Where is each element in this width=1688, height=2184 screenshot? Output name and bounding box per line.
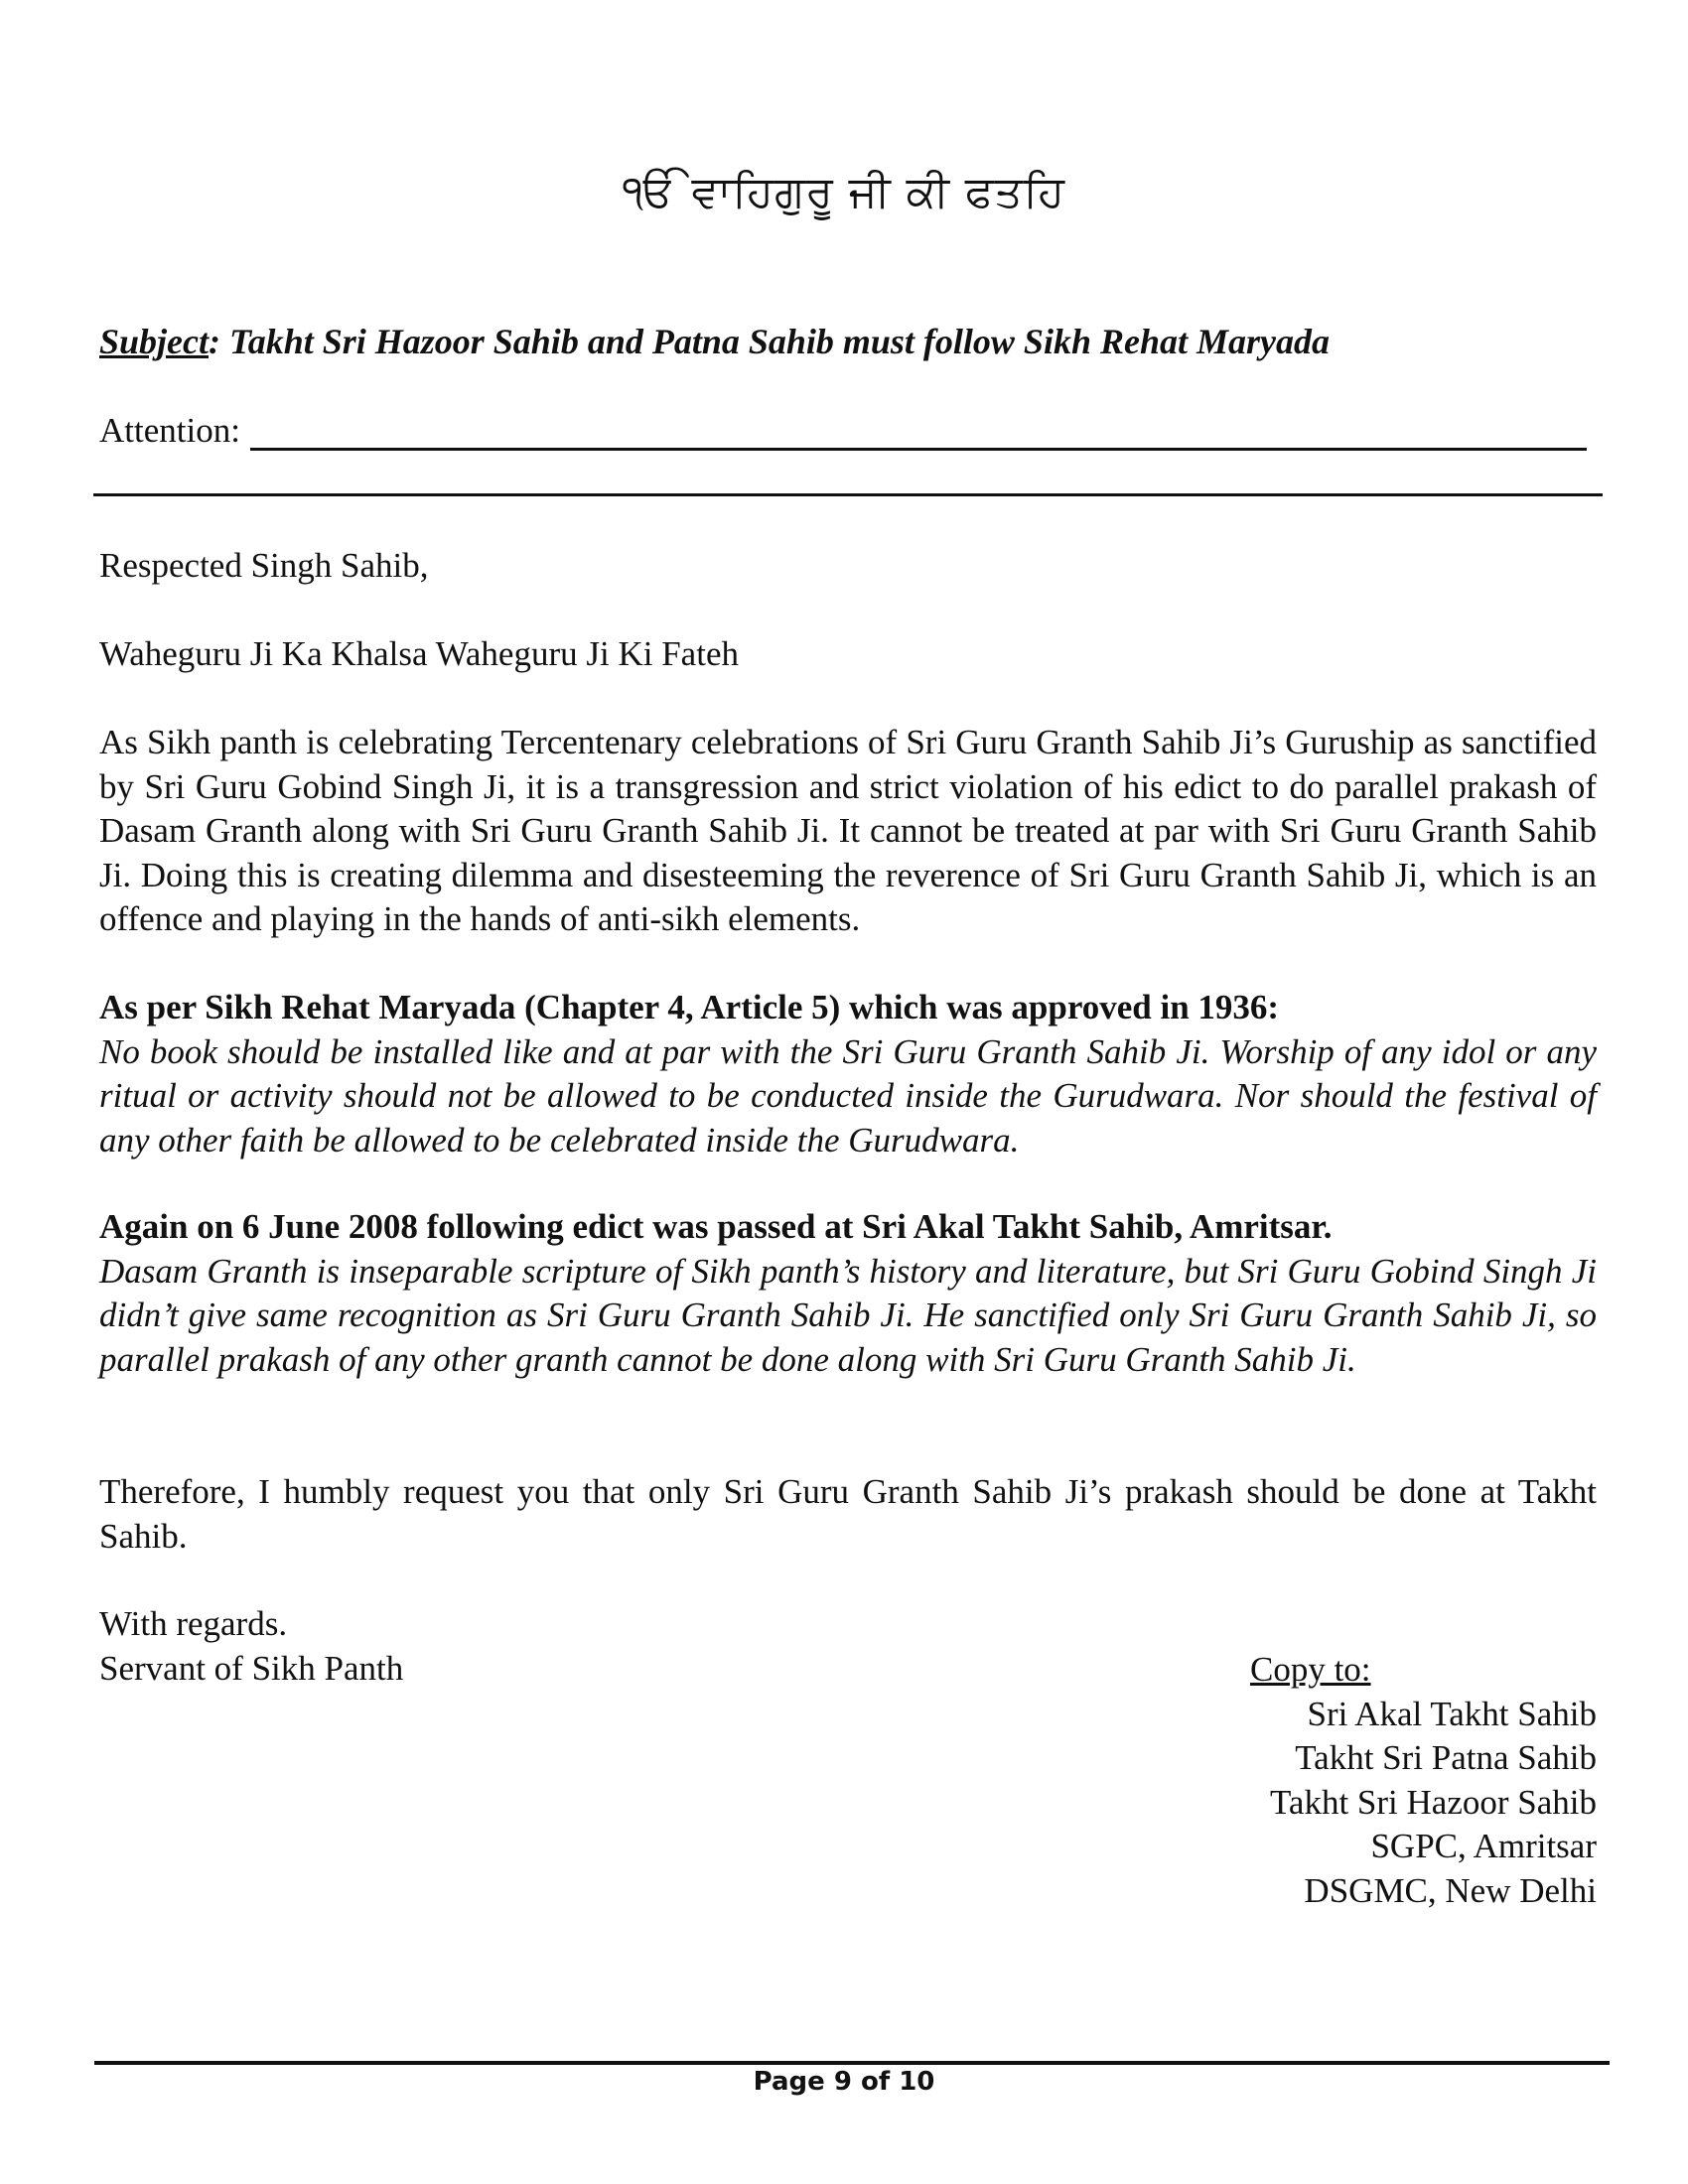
closing-signature: Servant of Sikh Panth [99, 1648, 404, 1688]
edict-quote: Dasam Granth is inseparable scripture of Sikh panth’s history and literature, but Sri Guru Gobind Singh Ji didn’t give same recognition as Sri Guru Granth Sahib Ji. He sanctified only Sri Guru Granth Sahib Ji, so parallel prakash of any other granth cannot be done along with Sri Guru Granth Sahib Ji. [99, 1251, 1597, 1379]
closing-regards: With regards. [99, 1604, 288, 1643]
footer-divider [94, 2061, 1610, 2065]
copy-to-label: Copy to: [1249, 1650, 1371, 1689]
edict-heading: Again on 6 June 2008 following edict was passed at Sri Akal Takht Sahib, Amritsar. [99, 1207, 1333, 1246]
copy-to-block [1249, 1648, 1597, 1913]
copy-recipient: Sri Akal Takht Sahib [1307, 1694, 1597, 1733]
copy-recipient: Takht Sri Patna Sahib [1295, 1738, 1597, 1777]
edict-section [99, 1205, 1597, 1382]
subject-line [99, 321, 1597, 362]
copy-recipient: SGPC, Amritsar [1370, 1827, 1597, 1865]
subject-label: Subject [99, 322, 210, 361]
maryada-heading: As per Sikh Rehat Maryada (Chapter 4, Article 5) which was approved in 1936: [99, 988, 1280, 1026]
copy-recipient: DSGMC, New Delhi [1304, 1870, 1597, 1910]
invocation-heading: ੴ ਵਾਹਿਗੁਰੂ ਜੀ ਕੀ ਫਤਹਿ [622, 167, 1065, 217]
paragraph-tercentenary: As Sikh panth is celebrating Tercentenary celebrations of Sri Guru Granth Sahib Ji’s Guruship as sanctified by Sri Guru Gobind Singh Ji, it is a transgression and strict violation of his edict to do parallel prakash of Dasam Granth along with Sri Guru Granth Sahib Ji. It cannot be treated at par with Sri Guru Granth Sahib Ji. Doing this is creating dilemma and disesteeming the reverence of Sri Guru Granth Sahib Ji, which is an offence and playing in the hands of anti-sikh elements. [99, 723, 1597, 938]
attention-label: Attention: [99, 411, 240, 450]
page-number: Page 9 of 10 [753, 2067, 935, 2097]
request-paragraph: Therefore, I humbly request you that only Sri Guru Granth Sahib Ji’s prakash should be done at Takht Sahib. [99, 1472, 1597, 1556]
attention-blank-line [250, 410, 1587, 451]
maryada-quote: No book should be installed like and at par with the Sri Guru Granth Sahib Ji. Worship of any idol or any ritual or activity should not be allowed to be conducted inside the Gurudwara. Nor should the festival of any other faith be allowed to be celebrated inside the Gurudwara. [99, 1031, 1597, 1160]
attention-blank-line-2 [93, 493, 1603, 496]
attention-line [99, 410, 1597, 451]
greeting: Waheguru Ji Ka Khalsa Waheguru Ji Ki Fateh [99, 634, 739, 673]
salutation: Respected Singh Sahib, [99, 546, 429, 585]
maryada-section [99, 986, 1597, 1162]
subject-text: : Takht Sri Hazoor Sahib and Patna Sahib must follow Sikh Rehat Maryada [209, 322, 1330, 361]
copy-recipient: Takht Sri Hazoor Sahib [1269, 1782, 1597, 1822]
